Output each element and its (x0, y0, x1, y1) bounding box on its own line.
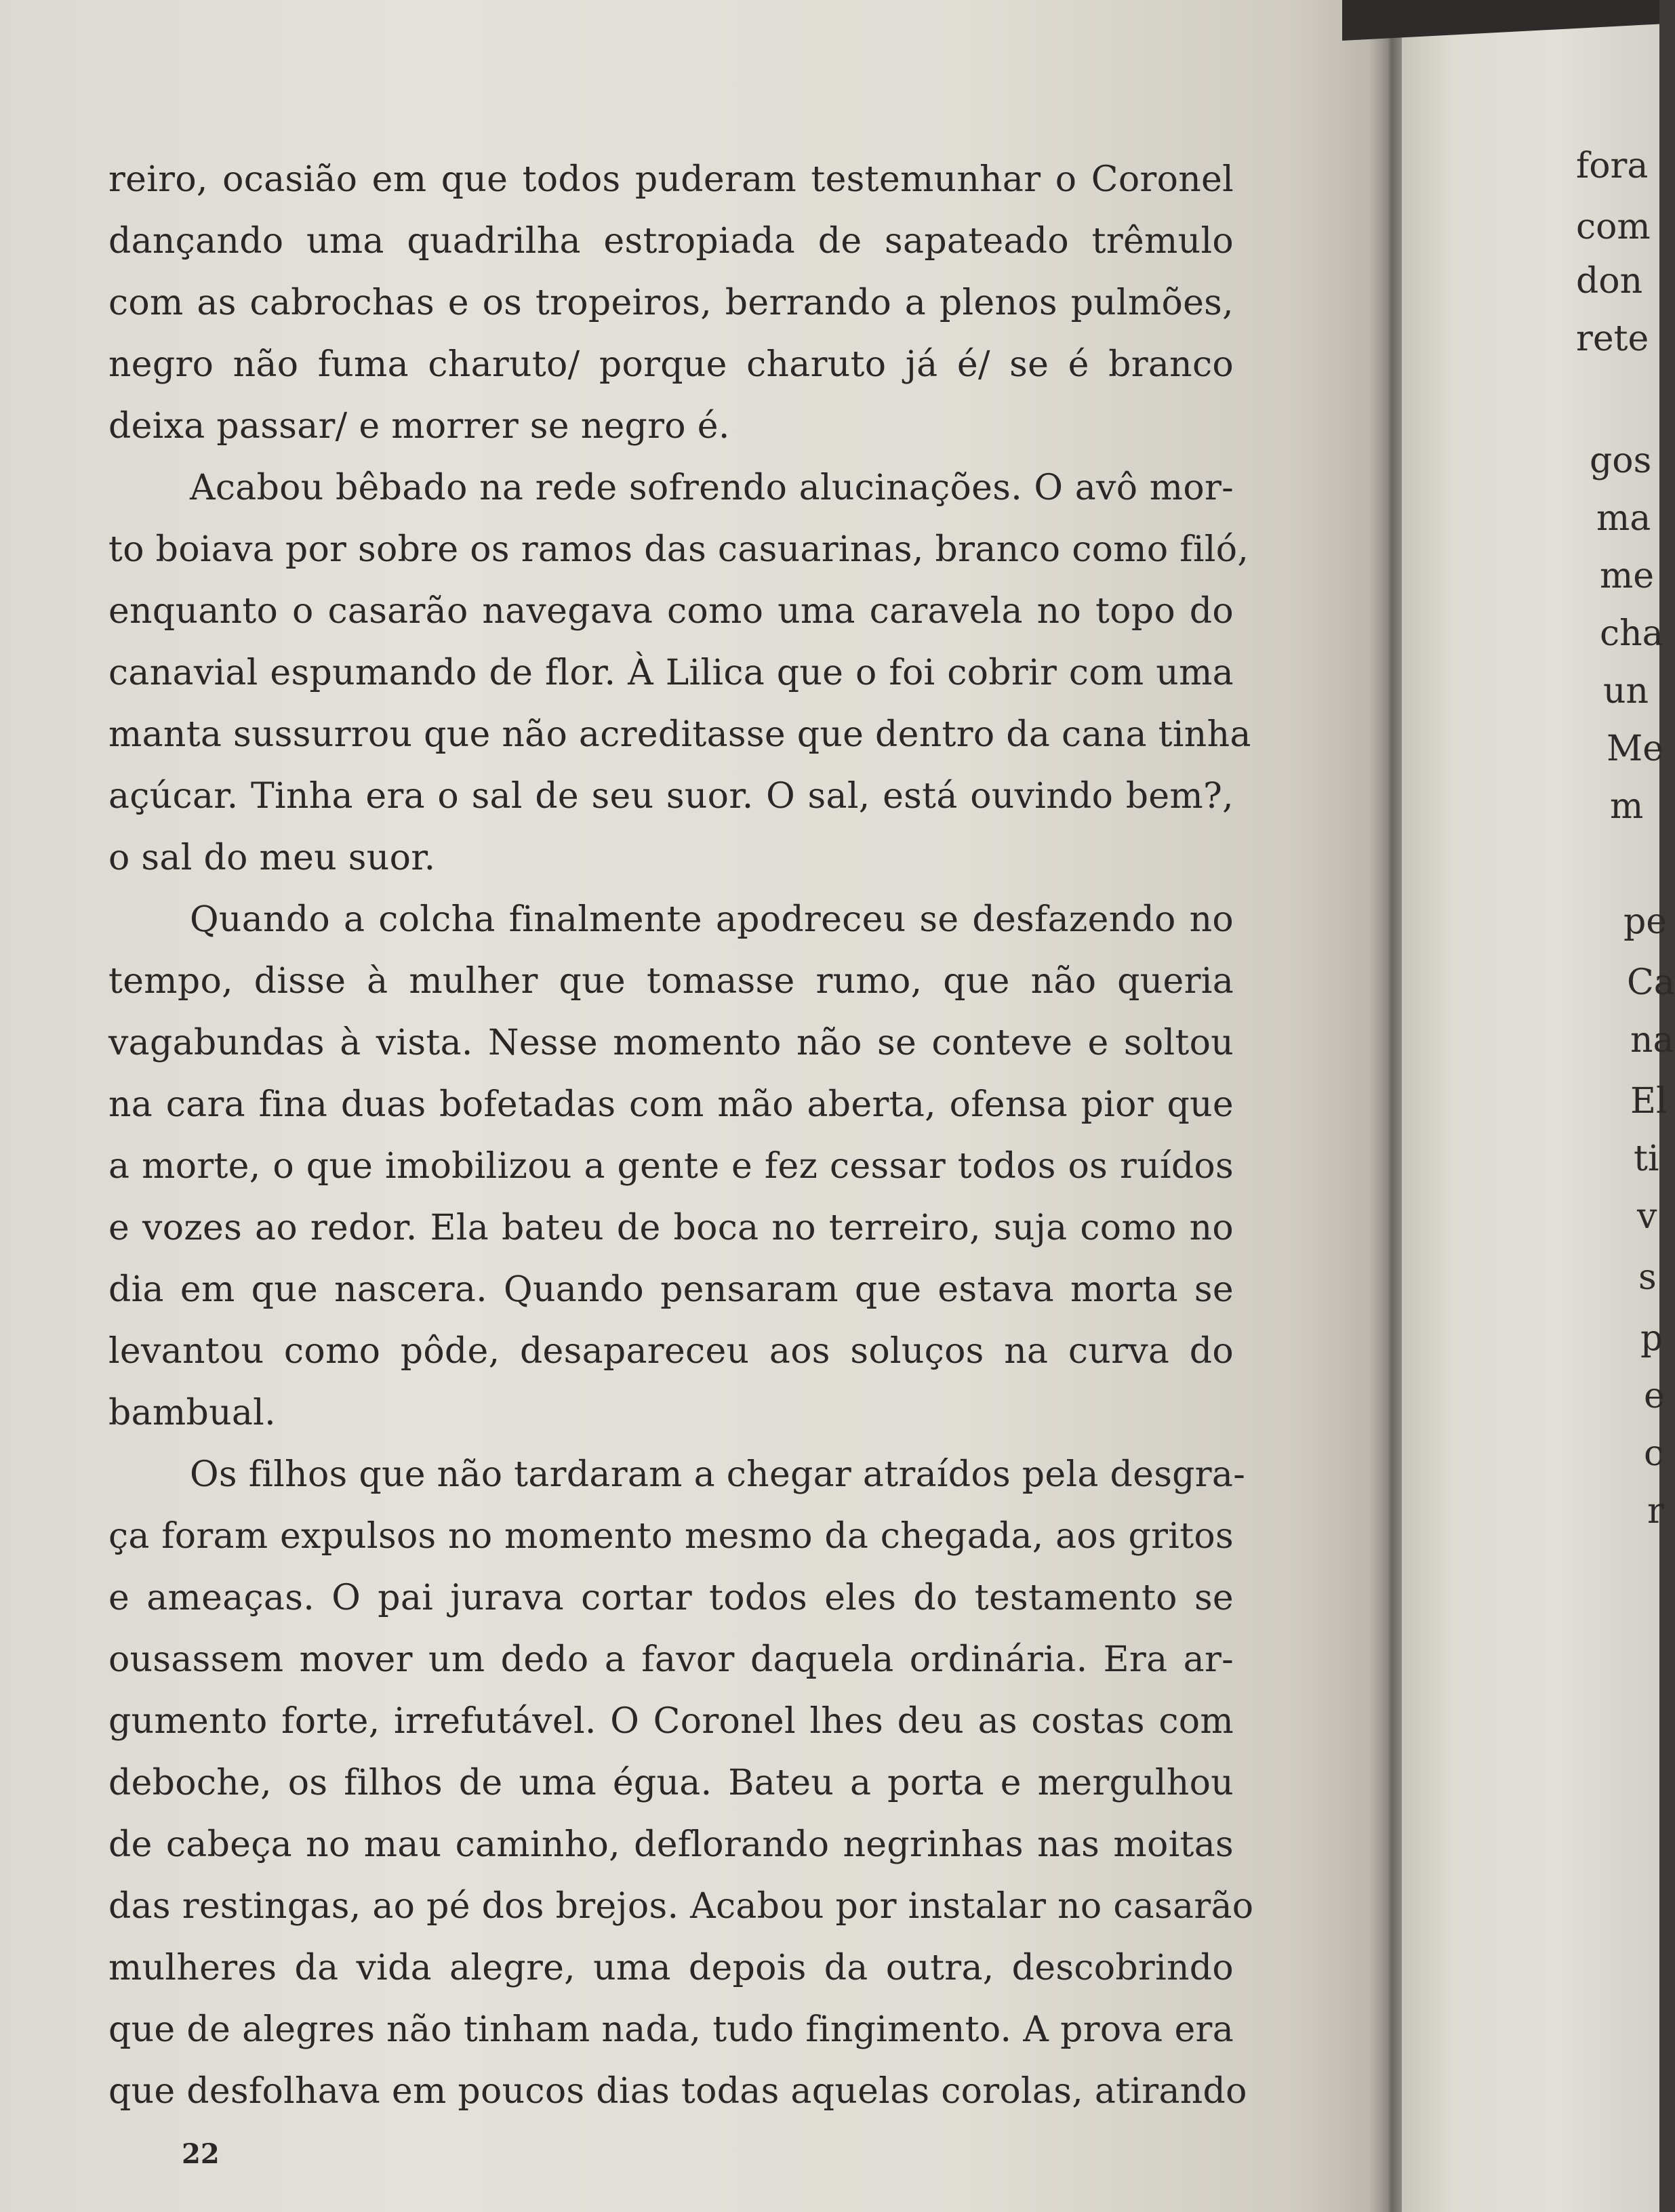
text-line: Os filhos que não tardaram a chegar atraídos pela desgra- (190, 1454, 1246, 1495)
right-text-fragment: na (1630, 1020, 1674, 1061)
text-line: das restingas, ao pé dos brejos. Acabou por instalar no casarão (108, 1886, 1254, 1927)
right-text-fragment: r (1647, 1491, 1664, 1532)
text-line: canavial espumando de flor. À Lilica que o foi cobrir com uma (108, 653, 1234, 693)
right-text-fragment: me (1600, 556, 1655, 596)
text-line: bambual. (108, 1393, 276, 1433)
right-text-fragment: s (1638, 1257, 1657, 1298)
right-text-fragment: p (1640, 1318, 1663, 1359)
text-line: tempo, disse à mulher que tomasse rumo, que não queria (108, 961, 1234, 1002)
text-line: e ameaças. O pai jurava cortar todos eles do testamento se (108, 1578, 1234, 1618)
text-line: enquanto o casarão navegava como uma caravela no topo do (108, 591, 1234, 632)
right-text-fragment: gos (1590, 441, 1652, 481)
body-text (108, 149, 1254, 2123)
text-line: açúcar. Tinha era o sal de seu suor. O sal, está ouvindo bem?, (108, 776, 1234, 817)
text-line: mulheres da vida alegre, uma depois da outra, descobrindo (108, 1948, 1234, 1988)
right-text-fragment: m (1610, 786, 1644, 827)
text-line: vagabundas à vista. Nesse momento não se conteve e soltou (108, 1023, 1234, 1063)
text-line: a morte, o que imobilizou a gente e fez cessar todos os ruídos (108, 1146, 1234, 1187)
right-text-fragment: pe (1623, 901, 1668, 942)
text-line: na cara fina duas bofetadas com mão aberta, ofensa pior que (108, 1084, 1234, 1125)
text-line: deixa passar/ e morrer se negro é. (108, 406, 730, 447)
text-line: manta sussurrou que não acreditasse que dentro da cana tinha (108, 714, 1251, 755)
right-text-fragment: e (1644, 1376, 1665, 1416)
right-text-fragment: Me (1607, 729, 1664, 769)
text-line: dia em que nascera. Quando pensaram que estava morta se (108, 1269, 1234, 1310)
right-text-fragment: c (1644, 1433, 1664, 1474)
text-line: o sal do meu suor. (108, 838, 436, 878)
right-text-fragment: fora (1576, 146, 1649, 186)
page-number: 22 (182, 2138, 220, 2170)
right-text-fragment: un (1603, 671, 1649, 712)
text-line: que de alegres não tinham nada, tudo fingimento. A prova era (108, 2009, 1234, 2050)
right-text-fragment: ti (1634, 1139, 1659, 1179)
text-line: ça foram expulsos no momento mesmo da chegada, aos gritos (108, 1516, 1234, 1557)
text-line: reiro, ocasião em que todos puderam testemunhar o Coronel (108, 159, 1234, 200)
text-line: Quando a colcha finalmente apodreceu se desfazendo no (190, 899, 1234, 940)
text-line: ousassem mover um dedo a favor daquela ordinária. Era ar- (108, 1639, 1234, 1680)
right-text-fragment: cha (1600, 613, 1663, 654)
right-text-fragment: com (1576, 207, 1651, 247)
right-text-fragment: v (1637, 1196, 1657, 1237)
text-line: com as cabrochas e os tropeiros, berrando a plenos pulmões, (108, 283, 1234, 323)
text-line: levantou como pôde, desapareceu aos soluços na curva do (108, 1331, 1234, 1372)
text-line: de cabeça no mau caminho, deflorando negrinhas nas moitas (108, 1824, 1234, 1865)
text-line: e vozes ao redor. Ela bateu de boca no terreiro, suja como no (108, 1208, 1234, 1248)
right-text-fragment: Ca (1627, 962, 1675, 1003)
text-line: gumento forte, irrefutável. O Coronel lhes deu as costas com (108, 1701, 1234, 1742)
text-line: negro não fuma charuto/ porque charuto já é/ se é branco (108, 344, 1234, 385)
text-line: Acabou bêbado na rede sofrendo alucinações. O avô mor- (190, 468, 1234, 508)
text-line: que desfolhava em poucos dias todas aquelas corolas, atirando (108, 2071, 1247, 2112)
right-text-fragment: rete (1576, 319, 1649, 359)
text-line: deboche, os filhos de uma égua. Bateu a porta e mergulhou (108, 1763, 1234, 1803)
text-line: to boiava por sobre os ramos das casuarinas, branco como filó, (108, 529, 1249, 570)
right-text-fragment: ma (1596, 498, 1651, 539)
right-text-fragment: don (1576, 261, 1643, 302)
text-line: dançando uma quadrilha estropiada de sapateado trêmulo (108, 221, 1234, 262)
right-text-fragment: El (1630, 1081, 1668, 1122)
